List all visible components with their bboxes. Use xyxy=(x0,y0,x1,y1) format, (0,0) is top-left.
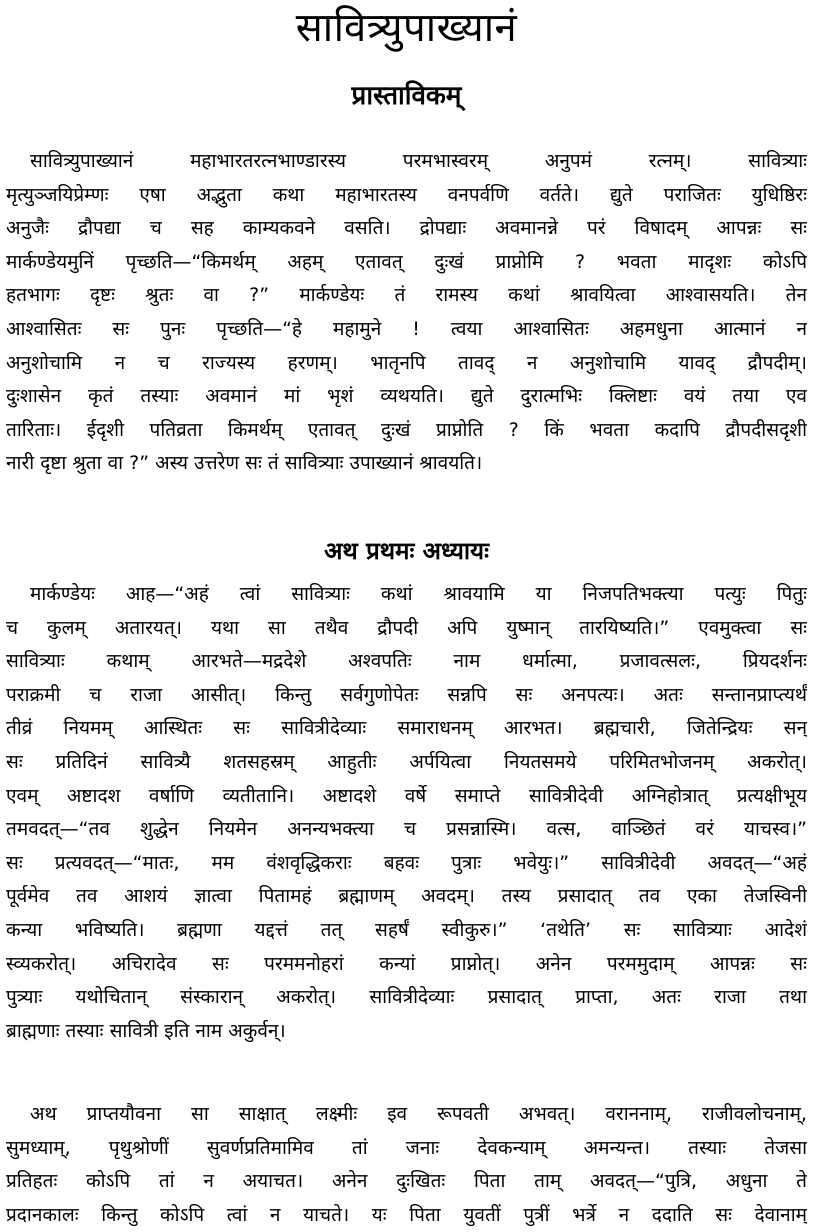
text-line: पूर्वमेव तव आशयं ज्ञात्वा पितामहं ब्रह्माणम् अवदम्। तस्य प्रसादात् तव एका तेजस्विनी xyxy=(6,885,807,908)
paragraph-continuation xyxy=(6,1098,807,1232)
page-title: सावित्र्युपाख्यानं xyxy=(295,5,518,51)
text-line: अनुजैः द्रौपद्या च सह काम्यकवने वसति। द्रोपद्याः अवमानन्ने परं विषादम् आपन्नः सः xyxy=(6,217,807,240)
text-line: सावित्र्युपाख्यानं महाभारतरत्नभाण्डारस्य परमभास्वरम् अनुपमं रत्नम्। सावित्र्याः xyxy=(30,150,807,172)
text-line: च कुलम् अतारयत्। यथा सा तथैव द्रौपदी अपि युष्मान् तारयिष्यति।” एवमुक्त्वा सः xyxy=(6,616,807,639)
text-line: तारिताः। ईदृशी पतिव्रता किमर्थम् एतावत् दुःखं प्राप्नोति ? किं भवता कदापि द्रौपदीसदृशी xyxy=(6,418,807,441)
text-line: प्रतिहतः कोऽपि तां न अयाचत। अनेन दुःखितः पिता ताम् अवदत्—“पुत्रि, अधुना ते xyxy=(6,1170,807,1193)
text-line: हतभागः दृष्टः श्रुतः वा ?” मार्कण्डेयः तं रामस्य कथां श्रावयित्वा आश्वासयति। तेन xyxy=(6,284,807,307)
text-line: पराक्रमी च राजा आसीत्। किन्तु सर्वगुणोपेतः सन्नपि सः अनपत्यः। अतः सन्तानप्राप्त्यर्थं xyxy=(6,683,807,706)
text-line: नारी दृष्टा श्रुता वा ?” अस्य उत्तरेण सः तं सावित्र्याः उपाख्यानं श्रावयति। xyxy=(6,452,483,475)
text-line: कन्या भविष्यति। ब्रह्मणा यद्दत्तं तत् सहर्षं स्वीकुरु।” ‘तथेति’ सः सावित्र्याः आदेशं xyxy=(6,918,807,941)
text-line: मार्कण्डेयः आह—“अहं त्वां सावित्र्याः कथां श्रावयामि या निजपतिभक्त्या पत्युः पितुः xyxy=(30,583,807,605)
text-line: सः प्रतिदिनं सावित्र्यै शतसहस्रम् आहुतीः अर्पयित्वा नियतसमये परिमितभोजनम् अकरोत्। xyxy=(6,750,807,773)
text-line: प्रदानकालः किन्तु कोऽपि त्वां न याचते। यः पिता युवतीं पुत्रीं भर्त्रे न ददाति सः देवानाम् xyxy=(6,1203,807,1226)
text-line: अनुशोचामि न च राज्यस्य हरणम्। भातृनपि तावद् न अनुशोचामि यावद् द्रौपदीम्। xyxy=(6,351,807,374)
paragraph-chapter-one xyxy=(6,578,807,1048)
section-subtitle: प्रास्ताविकम् xyxy=(351,81,462,111)
text-line: पुत्र्याः यथोचितान् संस्कारान् अकरोत्। सावित्रीदेव्याः प्रसादात् प्राप्ता, अतः राजा तथा xyxy=(6,986,807,1009)
text-line: तमवदत्—“तव शुद्धेन नियमेन अनन्यभक्त्या च प्रसन्नास्मि। वत्स, वाञ्छितं वरं याचस्व।” xyxy=(6,818,807,841)
text-line: सः प्रत्यवदत्—“मातः, मम वंशवृद्धिकराः बहवः पुत्राः भवेयुः।” सावित्रीदेवी अवदत्—“अहं xyxy=(6,851,807,874)
text-line: मार्कण्डेयमुनिं पृच्छति—“किमर्थम् अहम् एतावत् दुःखं प्राप्नोमि ? भवता मादृशः कोऽपि xyxy=(6,250,807,273)
text-line: दुःशासेन कृतं तस्याः अवमानं मां भृशं व्यथयति। द्युते दुरात्मभिः क्लिष्टाः वयं तया एव xyxy=(6,385,807,408)
text-line: सुमध्याम्, पृथुश्रोणीं सुवर्णप्रतिमामिव तां जनाः देवकन्याम् अमन्यन्त। तस्याः तेजसा xyxy=(6,1136,807,1159)
text-line: मृत्युञ्जयिप्रेम्णः एषा अद्भुता कथा महाभारतस्य वनपर्वणि वर्तते। द्युते पराजितः युधिष्ठिरः xyxy=(6,183,807,206)
text-line: अथ प्राप्तयौवना सा साक्षात् लक्ष्मीः इव रूपवती अभवत्। वराननाम्, राजीवलोचनाम्, xyxy=(30,1103,807,1125)
text-line: सावित्र्याः कथाम् आरभते—मद्रदेशे अश्वपतिः नाम धर्मात्मा, प्रजावत्सलः, प्रियदर्शनः xyxy=(6,650,807,673)
chapter-heading: अथ प्रथमः अध्यायः xyxy=(324,537,489,565)
text-line: ब्राह्मणाः तस्याः सावित्री इति नाम अकुर्वन्। xyxy=(6,1019,286,1042)
text-line: आश्वासितः सः पुनः पृच्छति—“हे महामुने ! त्वया आश्वासितः अहमधुना आत्मानं न xyxy=(6,317,807,340)
text-line: एवम् अष्टादश वर्षाणि व्यतीतानि। अष्टादशे वर्षे समाप्ते सावित्रीदेवी अग्निहोत्रात् प्रत्यक्षीभूय xyxy=(6,784,807,807)
text-line: स्व्यकरोत्। अचिरादेव सः परममनोहरां कन्यां प्राप्नोत्। अनेन परममुदाम् आपन्नः सः xyxy=(6,952,807,975)
text-line: तीव्रं नियमम् आस्थितः सः सावित्रीदेव्याः समाराधनम् आरभत। ब्रह्मचारी, जितेन्द्रियः सन् xyxy=(6,717,807,740)
paragraph-introduction xyxy=(6,145,807,481)
